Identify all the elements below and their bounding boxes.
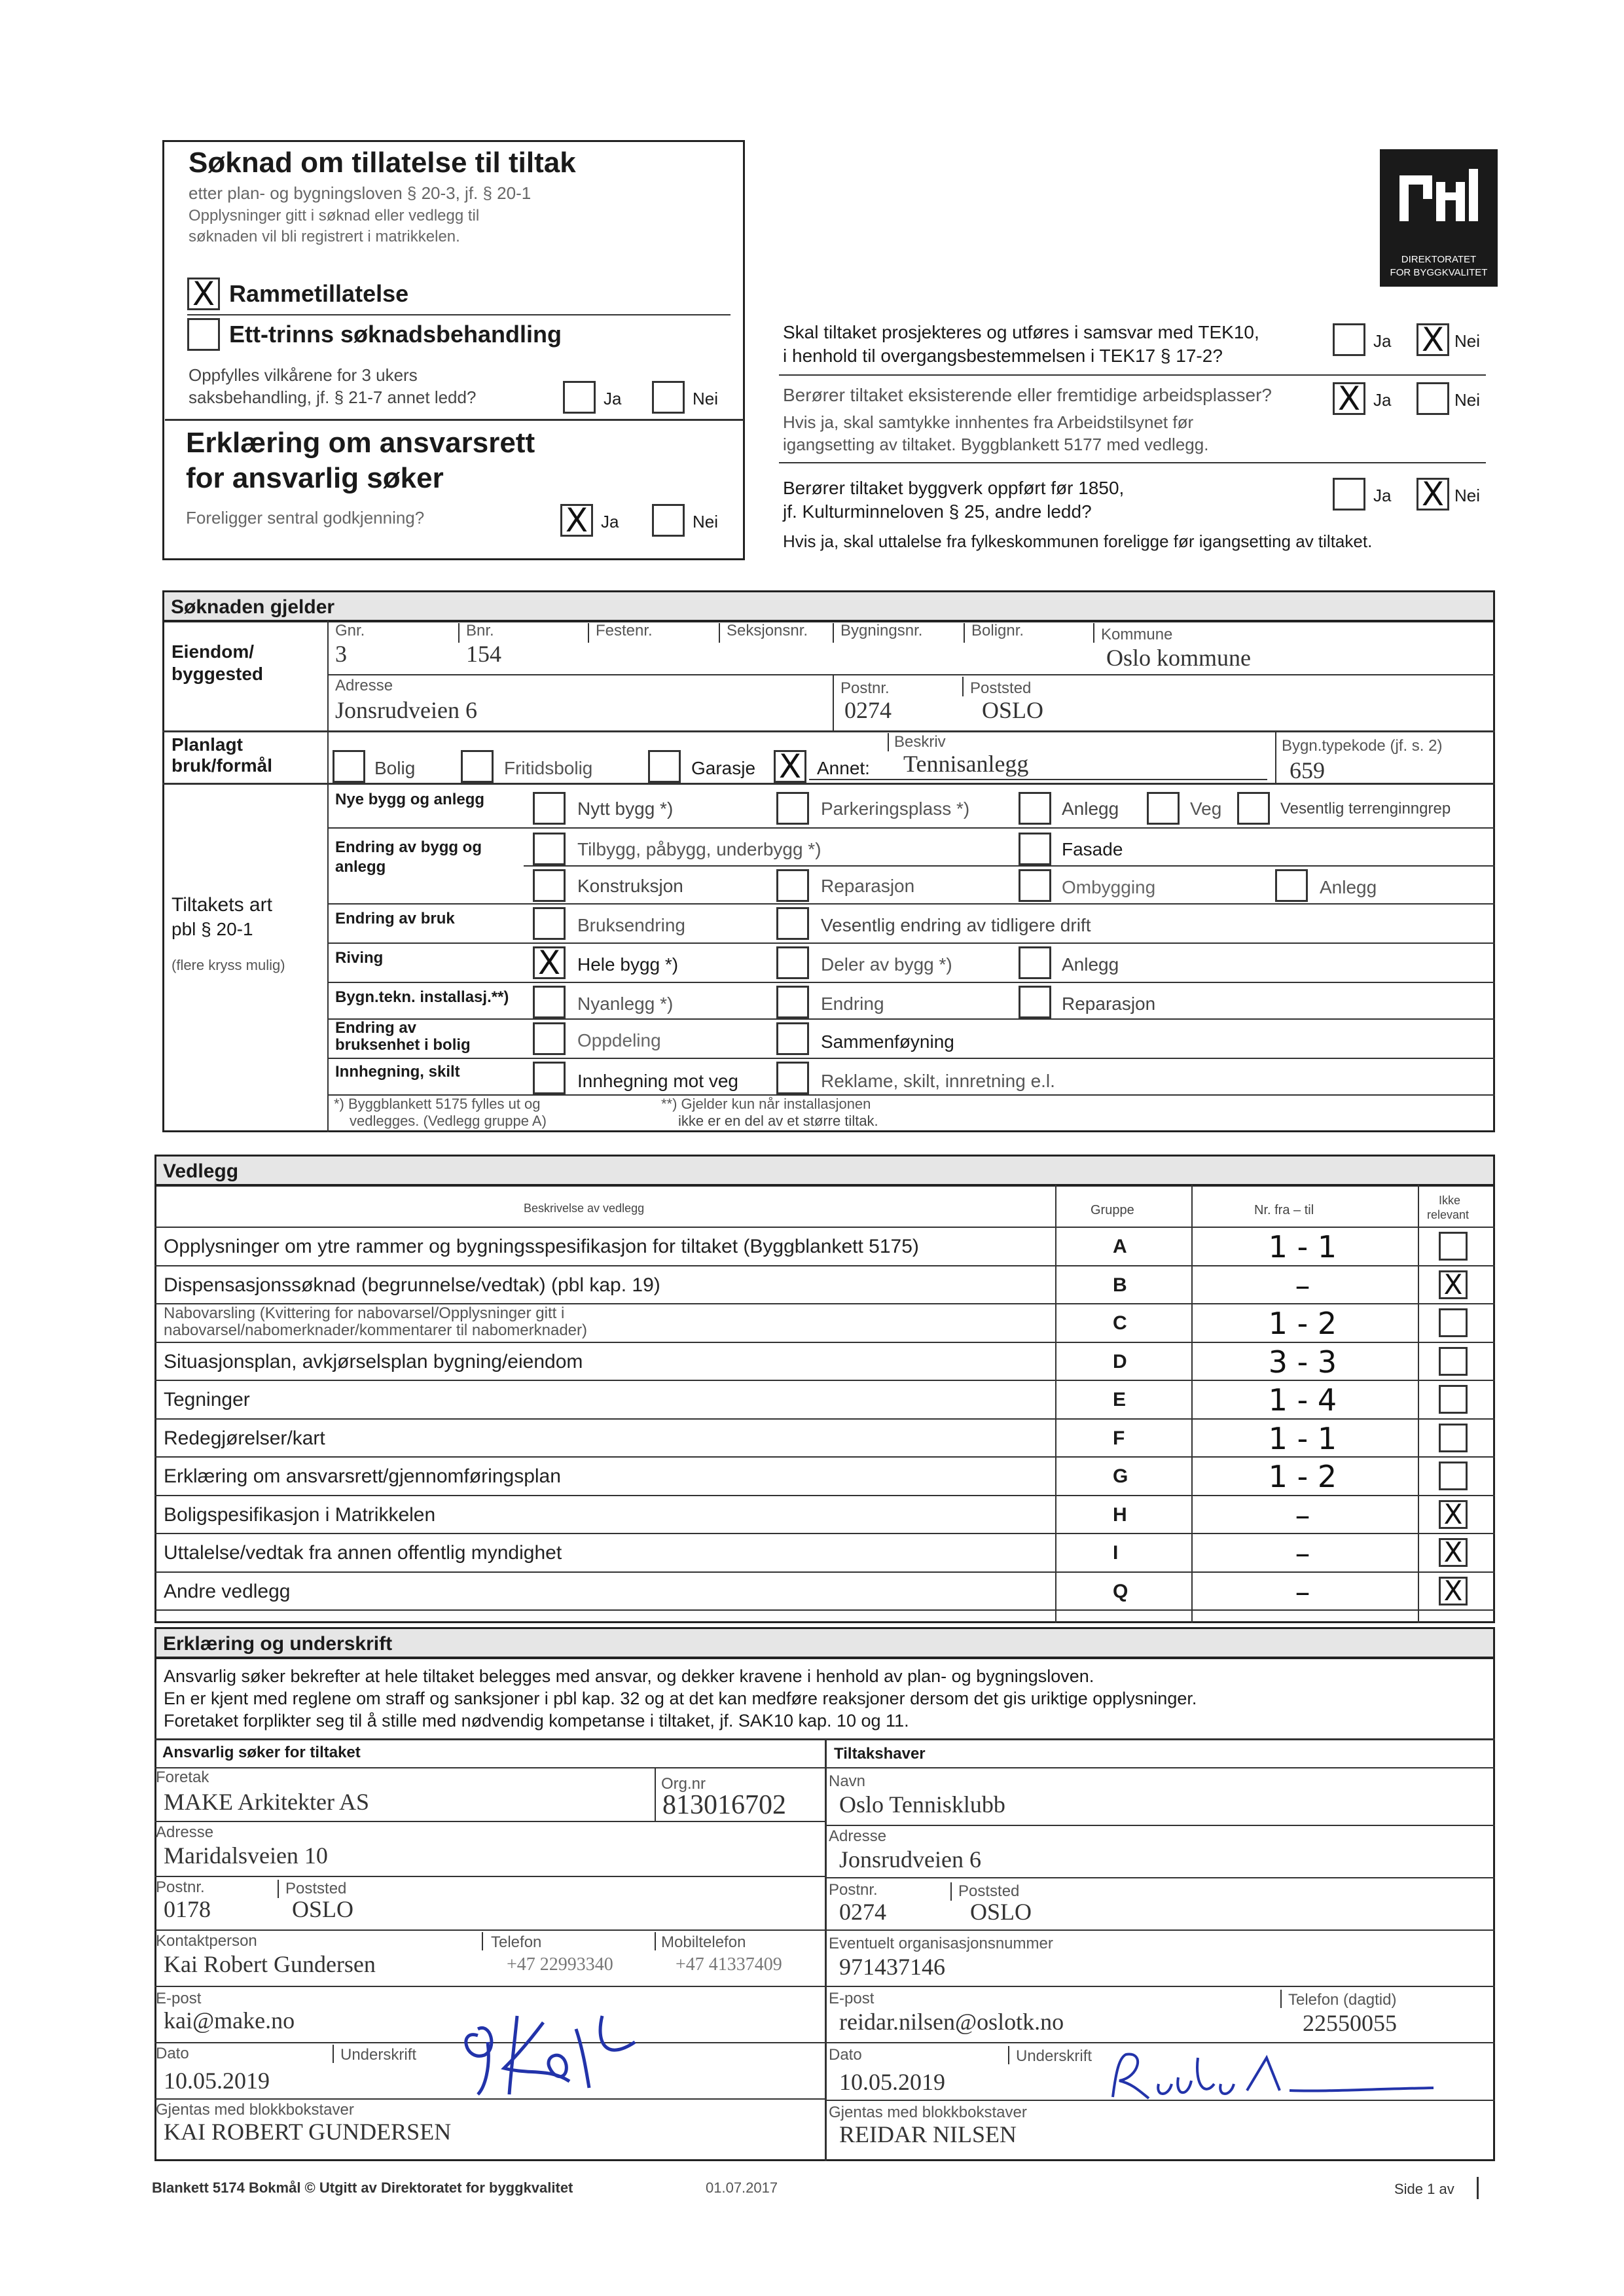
soker-mobil: +47 41337409: [676, 1954, 782, 1975]
tiltak-row-endring-bruk: Endring av bruk: [335, 910, 455, 927]
vedlegg-nr: –: [1295, 1535, 1310, 1571]
vedlegg-ikke-relevant-checkbox[interactable]: X: [1439, 1500, 1468, 1529]
soker-foretak: MAKE Arkitekter AS: [164, 1789, 369, 1815]
tiltak-row-bruksenhet: Endring av bruksenhet i bolig: [335, 1019, 471, 1054]
header-note-1: Opplysninger gitt i søknad eller vedlegg til: [189, 207, 480, 224]
tiltakshaver-telefon-label: Telefon (dagtid): [1288, 1991, 1397, 2009]
vedlegg-ikke-relevant-checkbox[interactable]: [1439, 1462, 1468, 1490]
tiltakshaver-dato: 10.05.2019: [839, 2069, 945, 2095]
annet-label: Annet:: [817, 758, 870, 778]
vedlegg-nr: –: [1295, 1267, 1310, 1303]
tiltakshaver-orgnr: 971437146: [839, 1954, 945, 1980]
vedlegg-row-divider: [154, 1456, 1495, 1458]
tiltak-row-endring-bygg: Endring av bygg og anlegg: [335, 838, 482, 876]
veg-checkbox[interactable]: [1147, 792, 1180, 825]
soker-telefon-label: Telefon: [491, 1933, 542, 1951]
soker-orgnr: 813016702: [662, 1790, 786, 1820]
vilkar-text-2: saksbehandling, jf. § 21-7 annet ledd?: [189, 387, 477, 407]
vedlegg-nr: –: [1295, 1573, 1310, 1609]
soker-kontakt: Kai Robert Gundersen: [164, 1951, 376, 1977]
fritidsbolig-label: Fritidsbolig: [504, 758, 593, 778]
gnr-value: 3: [335, 641, 347, 667]
bolig-checkbox[interactable]: [333, 750, 365, 783]
bnr-label: Bnr.: [466, 622, 494, 639]
vedlegg-gruppe: B: [1113, 1274, 1127, 1296]
konstruksjon-label: Konstruksjon: [577, 876, 683, 896]
vedlegg-ikke-relevant-checkbox[interactable]: X: [1439, 1577, 1468, 1605]
bruksendring-checkbox[interactable]: [533, 907, 566, 940]
soker-underskrift-label: Underskrift: [340, 2046, 417, 2064]
vedlegg-desc: Nabovarsling (Kvittering for nabovarsel/Opplysninger gitt i: [164, 1304, 565, 1322]
q2-ja-label: Ja: [1373, 390, 1392, 410]
endring-anlegg-checkbox[interactable]: [1275, 869, 1308, 902]
q2-nei-checkbox[interactable]: [1416, 382, 1449, 415]
endring-anlegg-label: Anlegg: [1320, 877, 1377, 897]
beskriv-label: Beskriv: [894, 733, 946, 751]
footnote-1-line-2: vedlegges. (Vedlegg gruppe A): [350, 1113, 547, 1129]
vedlegg-desc: Boligspesifikasjon i Matrikkelen: [164, 1503, 436, 1526]
vedlegg-nr: 1 - 4: [1268, 1382, 1337, 1418]
bygningsnr-label: Bygningsnr.: [840, 622, 923, 639]
soker-epost: kai@make.no: [164, 2007, 295, 2034]
vedlegg-gruppe: G: [1113, 1465, 1128, 1487]
bygntype-label: Bygn.typekode (jf. s. 2): [1282, 737, 1443, 755]
q3-nei-label: Nei: [1454, 486, 1481, 505]
adresse-value: Jonsrudveien 6: [335, 697, 477, 723]
rammetillatelse-checkbox[interactable]: X: [187, 278, 220, 310]
bolig-label: Bolig: [374, 758, 416, 778]
soker-gjentas: KAI ROBERT GUNDERSEN: [164, 2119, 452, 2145]
tiltakshaver-underskrift-label: Underskrift: [1016, 2047, 1092, 2065]
festenr-label: Festenr.: [596, 622, 653, 639]
tiltakshaver-postnr-label: Postnr.: [829, 1881, 878, 1899]
vedlegg-row-divider: [154, 1533, 1495, 1534]
tiltakshaver-navn-label: Navn: [829, 1772, 866, 1790]
tiltak-label-1: Tiltakets art: [171, 894, 272, 916]
erklaering-heading-2: for ansvarlig søker: [186, 462, 444, 494]
tilbygg-label: Tilbygg, påbygg, underbygg *): [577, 839, 821, 859]
vilkar-ja-label: Ja: [604, 389, 622, 408]
tiltakshaver-postnr: 0274: [839, 1899, 886, 1925]
vedlegg-col-beskr: Beskrivelse av vedlegg: [524, 1202, 645, 1215]
vedlegg-nr: 1 - 1: [1268, 1229, 1337, 1265]
logo-text-2: FOR BYGGKVALITET: [1390, 267, 1488, 278]
tiltakshaver-gjentas: REIDAR NILSEN: [839, 2121, 1017, 2147]
kommune-value: Oslo kommune: [1106, 645, 1251, 671]
beskriv-value: Tennisanlegg: [903, 751, 1029, 777]
vedlegg-gruppe: E: [1113, 1389, 1127, 1410]
tiltakshaver-epost-label: E-post: [829, 1990, 875, 2007]
soker-foretak-label: Foretak: [156, 1768, 209, 1786]
ett-trinns-label: Ett-trinns søknadsbehandling: [229, 321, 562, 348]
installasjon-endring-checkbox[interactable]: [776, 986, 809, 1018]
soker-orgnr-label: Org.nr: [661, 1775, 706, 1793]
nytt-bygg-label: Nytt bygg *): [577, 798, 674, 819]
vesentlig-endring-label: Vesentlig endring av tidligere drift: [821, 915, 1091, 935]
vilkar-text-1: Oppfylles vilkårene for 3 ukers: [189, 365, 418, 385]
tiltakshaver-adresse: Jonsrudveien 6: [839, 1846, 981, 1873]
tiltakshaver-poststed: OSLO: [970, 1899, 1032, 1925]
ombygging-checkbox[interactable]: [1019, 869, 1051, 902]
terrenginngrep-label: Vesentlig terrenginngrep: [1280, 800, 1451, 817]
q2-text-3: igangsetting av tiltaket. Byggblankett 5177 med vedlegg.: [783, 435, 1209, 454]
vedlegg-desc: Erklæring om ansvarsrett/gjennomføringsplan: [164, 1465, 561, 1487]
vedlegg-ikke-relevant-checkbox[interactable]: X: [1439, 1538, 1468, 1567]
reparasjon-bygg-label: Reparasjon: [821, 876, 915, 896]
soker-signature: [452, 2003, 661, 2101]
innhegning-checkbox[interactable]: [533, 1062, 566, 1094]
installasjon-reparasjon-label: Reparasjon: [1062, 994, 1156, 1014]
q1-nei-label: Nei: [1454, 331, 1481, 351]
eiendom-label-2: byggested: [171, 664, 264, 684]
deler-av-bygg-label: Deler av bygg *): [821, 954, 952, 975]
tilbygg-checkbox[interactable]: [533, 833, 566, 865]
poststed-label: Poststed: [970, 679, 1032, 697]
form-title: Søknad om tillatelse til tiltak: [189, 147, 576, 179]
form-subtitle: etter plan- og bygningsloven § 20-3, jf. § 20-1: [189, 183, 532, 203]
sammenfoyning-checkbox[interactable]: [776, 1022, 809, 1055]
soker-heading: Ansvarlig søker for tiltaket: [162, 1744, 361, 1761]
tiltakshaver-signature: [1106, 2045, 1447, 2104]
vedlegg-col-nr: Nr. fra – til: [1254, 1203, 1314, 1217]
logo-text-1: DIREKTORATET: [1401, 254, 1477, 265]
nytt-bygg-checkbox[interactable]: [533, 792, 566, 825]
sentral-ja-checkbox[interactable]: X: [560, 504, 593, 537]
installasjon-endring-label: Endring: [821, 994, 884, 1014]
vedlegg-col-gruppe: Gruppe: [1091, 1203, 1134, 1217]
dibk-logo: [1380, 149, 1498, 287]
vedlegg-gruppe: Q: [1113, 1580, 1128, 1602]
vilkar-nei-label: Nei: [693, 389, 719, 408]
vedlegg-col-ikke-2: relevant: [1427, 1208, 1470, 1221]
q2-text-2: Hvis ja, skal samtykke innhentes fra Arbeidstilsynet før: [783, 412, 1194, 432]
tiltakshaver-telefon: 22550055: [1303, 2010, 1397, 2036]
soker-poststed: OSLO: [292, 1896, 354, 1922]
vedlegg-section-header: Vedlegg: [154, 1155, 1495, 1186]
nyanlegg-checkbox[interactable]: [533, 986, 566, 1018]
soker-gjentas-label: Gjentas med blokkbokstaver: [156, 2101, 354, 2119]
tiltak-label-2: pbl § 20-1: [171, 919, 253, 939]
soker-telefon: +47 22993340: [507, 1954, 613, 1975]
vedlegg-row-divider: [154, 1380, 1495, 1381]
q3-text-3: Hvis ja, skal uttalelse fra fylkeskommunen foreligge før igangsetting av tiltaket.: [783, 531, 1373, 551]
vedlegg-desc-2: nabovarsel/nabomerknader/kommentarer til nabomerknader): [164, 1321, 587, 1339]
footnote-2-line-2: ikke er en del av et større tiltak.: [678, 1113, 878, 1129]
erklaering-text-3: Foretaket forplikter seg til å stille med nødvendig kompetanse i tiltaket, jf. SAK10 kap. 10 og 11.: [164, 1711, 909, 1731]
vedlegg-gruppe: I: [1113, 1542, 1119, 1564]
annet-checkbox[interactable]: X: [774, 750, 806, 783]
vedlegg-row-divider: [154, 1609, 1495, 1611]
planlagt-label-2: bruk/formål: [171, 755, 273, 776]
eiendom-label-1: Eiendom/: [171, 641, 255, 662]
vedlegg-desc: Redegjørelser/kart: [164, 1427, 325, 1449]
nye-anlegg-label: Anlegg: [1062, 798, 1119, 819]
vedlegg-row-divider: [154, 1495, 1495, 1496]
vedlegg-ikke-relevant-checkbox[interactable]: X: [1439, 1270, 1468, 1299]
hele-bygg-checkbox[interactable]: X: [533, 946, 566, 979]
nye-anlegg-checkbox[interactable]: [1019, 792, 1051, 825]
vedlegg-desc: Situasjonsplan, avkjørselsplan bygning/eiendom: [164, 1350, 583, 1372]
erklaering-text-2: En er kjent med reglene om straff og sanksjoner i pbl kap. 32 og at det kan medføre reaksjoner dersom det gis uriktige opplysninger.: [164, 1689, 1197, 1708]
vedlegg-nr: 1 - 1: [1268, 1420, 1337, 1456]
vedlegg-ikke-relevant-checkbox[interactable]: [1439, 1347, 1468, 1376]
rammetillatelse-label: Rammetillatelse: [229, 280, 409, 307]
soker-dato-label: Dato: [156, 2045, 189, 2062]
tiltakshaver-poststed-label: Poststed: [958, 1882, 1020, 1900]
innhegning-label: Innhegning mot veg: [577, 1071, 738, 1091]
parkeringsplass-checkbox[interactable]: [776, 792, 809, 825]
erklaering-text-1: Ansvarlig søker bekrefter at hele tiltaket belegges med ansvar, og dekker kravene i henhold av plan- og bygningsloven.: [164, 1666, 1094, 1686]
vedlegg-gruppe: H: [1113, 1503, 1127, 1526]
vedlegg-nr: 1 - 2: [1268, 1459, 1337, 1494]
tiltak-label-3: (flere kryss mulig): [171, 957, 285, 973]
soker-dato: 10.05.2019: [164, 2068, 270, 2094]
tiltak-row-nye-bygg: Nye bygg og anlegg: [335, 791, 485, 808]
soker-epost-label: E-post: [156, 1990, 202, 2007]
soker-postnr: 0178: [164, 1896, 211, 1922]
veg-label: Veg: [1190, 798, 1222, 819]
q1-text-1: Skal tiltaket prosjekteres og utføres i samsvar med TEK10,: [783, 322, 1259, 342]
terrenginngrep-checkbox[interactable]: [1237, 792, 1270, 825]
poststed-value: OSLO: [982, 697, 1044, 723]
vedlegg-desc: Opplysninger om ytre rammer og bygningsspesifikasjon for tiltaket (Byggblankett 5175): [164, 1236, 919, 1257]
ett-trinns-checkbox[interactable]: [187, 318, 220, 351]
riving-anlegg-label: Anlegg: [1062, 954, 1119, 975]
vedlegg-row-divider: [154, 1342, 1495, 1343]
bruksendring-label: Bruksendring: [577, 915, 685, 935]
tiltakshaver-heading: Tiltakshaver: [834, 1745, 926, 1763]
vedlegg-row-divider: [154, 1265, 1495, 1266]
vilkar-ja-checkbox[interactable]: [563, 381, 596, 414]
soker-mobil-label: Mobiltelefon: [661, 1933, 746, 1951]
riving-anlegg-checkbox[interactable]: [1019, 946, 1051, 979]
q3-ja-label: Ja: [1373, 486, 1392, 505]
bygntype-value: 659: [1290, 757, 1325, 783]
vedlegg-desc: Tegninger: [164, 1389, 250, 1410]
soker-kontakt-label: Kontaktperson: [156, 1932, 257, 1950]
tiltak-row-riving: Riving: [335, 949, 384, 967]
q2-nei-label: Nei: [1454, 390, 1481, 410]
vedlegg-nr: –: [1295, 1497, 1310, 1533]
vedlegg-nr: 1 - 2: [1268, 1306, 1337, 1341]
q1-ja-checkbox[interactable]: [1333, 323, 1365, 356]
postnr-value: 0274: [844, 697, 892, 723]
q3-text-2: jf. Kulturminneloven § 25, andre ledd?: [783, 501, 1092, 522]
vedlegg-ikke-relevant-checkbox[interactable]: [1439, 1232, 1468, 1261]
parkeringsplass-label: Parkeringsplass *): [821, 798, 970, 819]
garasje-label: Garasje: [691, 758, 756, 778]
adresse-label: Adresse: [335, 677, 393, 694]
gnr-label: Gnr.: [335, 622, 365, 639]
soker-poststed-label: Poststed: [285, 1880, 347, 1897]
q1-text-2: i henhold til overgangsbestemmelsen i TEK17 § 17-2?: [783, 346, 1223, 366]
planlagt-label-1: Planlagt: [171, 734, 243, 755]
footer-page: Side 1 av: [1394, 2181, 1454, 2197]
ombygging-label: Ombygging: [1062, 877, 1156, 897]
footnote-2-line-1: **) Gjelder kun når installasjonen: [661, 1096, 871, 1112]
vedlegg-ikke-relevant-checkbox[interactable]: [1439, 1424, 1468, 1452]
bolignr-label: Bolignr.: [971, 622, 1024, 639]
fritidsbolig-checkbox[interactable]: [461, 750, 494, 783]
tiltakshaver-gjentas-label: Gjentas med blokkbokstaver: [829, 2104, 1027, 2121]
installasjon-reparasjon-checkbox[interactable]: [1019, 986, 1051, 1018]
vedlegg-ikke-relevant-checkbox[interactable]: [1439, 1308, 1468, 1337]
konstruksjon-checkbox[interactable]: [533, 869, 566, 902]
fasade-label: Fasade: [1062, 839, 1123, 859]
gjelder-section-header: Søknaden gjelder: [162, 590, 1495, 622]
tiltak-row-installasjon: Bygn.tekn. installasj.**): [335, 988, 509, 1006]
seksjonsnr-label: Seksjonsnr.: [727, 622, 808, 639]
q3-nei-checkbox[interactable]: X: [1416, 478, 1449, 511]
tiltakshaver-dato-label: Dato: [829, 2046, 862, 2064]
vedlegg-col-ikke-1: Ikke: [1439, 1194, 1461, 1207]
soker-adresse: Maridalsveien 10: [164, 1842, 328, 1869]
dibk-logo-icon: [1380, 149, 1498, 247]
vedlegg-desc: Uttalelse/vedtak fra annen offentlig myndighet: [164, 1542, 562, 1564]
footer-date: 01.07.2017: [706, 2179, 778, 2196]
postnr-label: Postnr.: [840, 679, 890, 697]
hele-bygg-label: Hele bygg *): [577, 954, 679, 975]
q2-ja-checkbox[interactable]: X: [1333, 382, 1365, 415]
vedlegg-gruppe: F: [1113, 1427, 1125, 1449]
sentral-nei-checkbox[interactable]: [652, 504, 685, 537]
tiltakshaver-navn: Oslo Tennisklubb: [839, 1791, 1005, 1818]
sentral-nei-label: Nei: [693, 512, 719, 531]
sammenfoyning-label: Sammenføyning: [821, 1031, 954, 1052]
reklame-label: Reklame, skilt, innretning e.l.: [821, 1071, 1055, 1091]
header-note-2: søknaden vil bli registrert i matrikkelen.: [189, 228, 460, 245]
vedlegg-gruppe: C: [1113, 1312, 1127, 1334]
reklame-checkbox[interactable]: [776, 1062, 809, 1094]
soker-postnr-label: Postnr.: [156, 1878, 205, 1896]
erklaering-section-header: Erklæring og underskrift: [154, 1627, 1495, 1659]
vedlegg-nr: 3 - 3: [1268, 1344, 1337, 1380]
vedlegg-gruppe: D: [1113, 1350, 1127, 1372]
vedlegg-gruppe: A: [1113, 1236, 1127, 1257]
q3-text-1: Berører tiltaket byggverk oppført før 1850,: [783, 478, 1125, 498]
q1-nei-checkbox[interactable]: X: [1416, 323, 1449, 356]
soker-adresse-label: Adresse: [156, 1823, 214, 1841]
tiltakshaver-adresse-label: Adresse: [829, 1827, 887, 1845]
vedlegg-desc: Dispensasjonssøknad (begrunnelse/vedtak) (pbl kap. 19): [164, 1274, 660, 1296]
vedlegg-ikke-relevant-checkbox[interactable]: [1439, 1385, 1468, 1414]
oppdeling-checkbox[interactable]: [533, 1022, 566, 1055]
bnr-value: 154: [466, 641, 501, 667]
vedlegg-row-divider: [154, 1571, 1495, 1573]
vedlegg-row-divider: [154, 1418, 1495, 1420]
tiltakshaver-orgnr-label: Eventuelt organisasjonsnummer: [829, 1935, 1053, 1952]
vedlegg-desc: Andre vedlegg: [164, 1580, 291, 1602]
vesentlig-endring-checkbox[interactable]: [776, 907, 809, 940]
reparasjon-bygg-checkbox[interactable]: [776, 869, 809, 902]
q2-text-1: Berører tiltaket eksisterende eller fremtidige arbeidsplasser?: [783, 385, 1272, 405]
q3-ja-checkbox[interactable]: [1333, 478, 1365, 511]
sentral-question: Foreligger sentral godkjenning?: [186, 508, 425, 528]
oppdeling-label: Oppdeling: [577, 1030, 661, 1050]
deler-av-bygg-checkbox[interactable]: [776, 946, 809, 979]
sentral-ja-label: Ja: [601, 512, 619, 531]
footnote-1-line-1: *) Byggblankett 5175 fylles ut og: [334, 1096, 541, 1112]
kommune-label: Kommune: [1101, 626, 1173, 643]
q1-ja-label: Ja: [1373, 331, 1392, 351]
nyanlegg-label: Nyanlegg *): [577, 994, 674, 1014]
vilkar-nei-checkbox[interactable]: [652, 381, 685, 414]
footer-blankett: Blankett 5174 Bokmål © Utgitt av Direktoratet for byggkvalitet: [152, 2179, 573, 2196]
tiltak-row-innhegning: Innhegning, skilt: [335, 1063, 460, 1081]
garasje-checkbox[interactable]: [648, 750, 681, 783]
tiltakshaver-epost: reidar.nilsen@oslotk.no: [839, 2009, 1064, 2035]
fasade-checkbox[interactable]: [1019, 833, 1051, 865]
erklaering-heading-1: Erklæring om ansvarsrett: [186, 427, 535, 459]
